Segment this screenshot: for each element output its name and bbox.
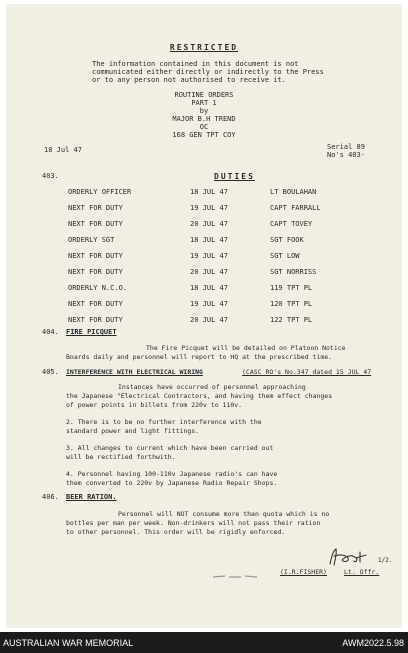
duty-date: 19 JUL 47: [190, 252, 228, 260]
duty-role: NEXT FOR DUTY: [68, 204, 123, 212]
heading-line-5: OC: [199, 123, 209, 131]
electrical-wiring-reference: (CASC RO's No.347 dated 15 JUL 47: [242, 368, 372, 376]
wiring-para-1-line-1: Instances have occurred of personnel approaching: [118, 383, 306, 391]
duty-person: 119 TPT PL: [270, 284, 313, 292]
heading-line-2: PART 1: [191, 99, 217, 107]
serial-number: Serial 89: [327, 143, 365, 151]
document-page: [6, 4, 402, 628]
signature-page-suffix: 1/2.: [378, 557, 393, 564]
duty-person: SGT FOOK: [270, 236, 304, 244]
duty-role: NEXT FOR DUTY: [68, 268, 123, 276]
classification-heading: RESTRICTED: [169, 43, 239, 52]
duty-date: 18 JUL 47: [190, 284, 228, 292]
heading-line-1: ROUTINE ORDERS: [174, 91, 234, 99]
handwritten-signature: [326, 546, 374, 568]
archive-footer: [0, 632, 408, 653]
duty-role: ORDERLY OFFICER: [68, 188, 132, 196]
section-number-404: 404.: [42, 328, 59, 336]
signatory-name: (I.R.FISHER): [280, 568, 327, 576]
duty-person: SGT LOW: [270, 252, 300, 260]
duty-date: 19 JUL 47: [190, 300, 228, 308]
duty-role: NEXT FOR DUTY: [68, 220, 123, 228]
section-number-403: 403.: [42, 172, 59, 180]
fire-picquet-line-1: The Fire Picquet will be detailed on Platoon Notice: [146, 344, 346, 352]
order-date: 18 Jul 47: [44, 146, 82, 154]
duty-role: NEXT FOR DUTY: [68, 316, 123, 324]
duty-person: CAPT TOVEY: [270, 220, 313, 228]
notice-line-1: The information contained in this document is not: [92, 60, 299, 68]
duty-date: 19 JUL 47: [190, 204, 228, 212]
duty-date: 20 JUL 47: [190, 268, 228, 276]
wiring-para-1-line-3: of power points in billets from 220v to 110v.: [66, 401, 243, 409]
duty-person: LT BOULAHAN: [270, 188, 317, 196]
electrical-wiring-title: INTERFERENCE WITH ELECTRICAL WIRING: [66, 368, 203, 376]
beer-ration-line-3: to other personnel. This order will be rigidly enforced.: [66, 528, 286, 536]
heading-line-6: 168 GEN TPT COY: [172, 131, 236, 139]
section-number-406: 406.: [42, 493, 59, 501]
beer-ration-line-1: Personnel will NOT consume more than quota which is no: [118, 510, 330, 518]
duties-title: DUTIES: [214, 172, 255, 181]
heading-line-3: by: [199, 107, 209, 115]
duty-role: NEXT FOR DUTY: [68, 252, 123, 260]
duty-person: CAPT FARRALL: [270, 204, 321, 212]
duty-person: 120 TPT PL: [270, 300, 313, 308]
heading-line-4: MAJOR B.H TREND: [172, 115, 236, 123]
duty-date: 20 JUL 47: [190, 316, 228, 324]
fire-picquet-title: FIRE PICQUET: [66, 328, 117, 336]
notice-line-3: or to any person not authorised to receive it.: [92, 76, 286, 84]
notice-line-2: communicated either directly or indirectly to the Press: [92, 68, 324, 76]
beer-ration-line-2: bottles per man per week. Non-drinkers will not pass their ration: [66, 519, 321, 527]
duty-date: 18 JUL 47: [190, 236, 228, 244]
footer-institution: AUSTRALIAN WAR MEMORIAL: [3, 638, 134, 648]
signatory-rank: Lt. Offr.: [344, 568, 380, 576]
beer-ration-title: BEER RATION.: [66, 493, 117, 501]
section-number-405: 405.: [42, 368, 59, 376]
faded-stamp-mark: [211, 572, 259, 580]
duty-person: 122 TPT PL: [270, 316, 313, 324]
order-numbers: No's 403-: [327, 151, 365, 159]
duty-role: ORDERLY N.C.O.: [68, 284, 128, 292]
duty-date: 20 JUL 47: [190, 220, 228, 228]
wiring-para-3-line-2: will be rectified forthwith.: [66, 453, 176, 461]
wiring-para-1-line-2: the Japanese "Electrical Contractors, and having them effect changes: [66, 392, 333, 400]
fire-picquet-line-2: Boards daily and personnel will report to HQ at the prescribed time.: [66, 353, 333, 361]
duty-date: 18 JUL 47: [190, 188, 228, 196]
duty-person: SGT NORRISS: [270, 268, 317, 276]
wiring-para-2-line-1: 2. There is to be no further interference with the: [66, 418, 262, 426]
wiring-para-3-line-1: 3. All changes to current which have been carried out: [66, 444, 274, 452]
wiring-para-2-line-2: standard power and light fittings.: [66, 427, 200, 435]
footer-accession-number: AWM2022.5.98: [342, 638, 404, 648]
wiring-para-4-line-2: them converted to 220v by Japanese Radio Repair Shops.: [66, 479, 278, 487]
duty-role: NEXT FOR DUTY: [68, 300, 123, 308]
wiring-para-4-line-1: 4. Personnel having 100-110v Japanese radio's can have: [66, 470, 278, 478]
duty-role: ORDERLY SGT: [68, 236, 115, 244]
